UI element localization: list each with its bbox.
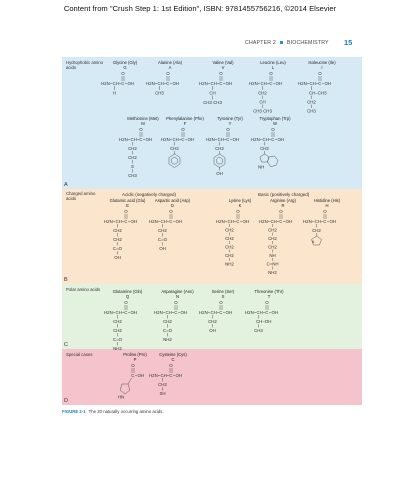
svg-text:O: O <box>265 300 269 305</box>
svg-text:OH: OH <box>158 246 166 251</box>
svg-text:C: C <box>131 373 135 378</box>
svg-text:C: C <box>123 219 127 224</box>
amino-acid-code: T <box>267 294 271 299</box>
svg-text:H2N: H2N <box>101 81 110 86</box>
svg-text:CH: CH <box>112 81 119 86</box>
svg-text:O: O <box>139 127 143 132</box>
svg-text:CH2: CH2 <box>225 236 234 241</box>
svg-text:H2N: H2N <box>161 137 170 142</box>
svg-text:CH2: CH2 <box>162 319 172 324</box>
serine-structure <box>198 299 248 337</box>
chapter-label: CHAPTER 2 <box>245 40 276 46</box>
svg-text:H2N: H2N <box>103 310 113 315</box>
svg-text:O: O <box>121 71 125 76</box>
svg-text:C: C <box>169 373 173 378</box>
svg-text:C: C <box>123 310 127 315</box>
svg-text:NH2: NH2 <box>162 337 172 342</box>
amino-acid-name: Asparagine (Asn) <box>161 289 194 294</box>
figure-caption <box>62 409 164 414</box>
amino-acid-code: K <box>238 203 242 208</box>
amino-acid-name: Valine (Val) <box>212 60 234 65</box>
alanine-structure <box>145 70 195 98</box>
amino-acid-name: Arginine (Arg) <box>270 198 296 203</box>
svg-text:CH: CH <box>115 310 122 315</box>
histidine-structure <box>302 208 352 254</box>
svg-text:C=O: C=O <box>112 246 122 251</box>
svg-text:NH2: NH2 <box>225 261 234 267</box>
svg-text:CH: CH <box>115 219 122 224</box>
svg-text:CH: CH <box>259 99 266 105</box>
svg-text:C=O: C=O <box>157 237 167 242</box>
amino-acid-name: Isoleucine (Ile) <box>308 60 336 65</box>
svg-text:H2N: H2N <box>303 219 312 224</box>
svg-text:CH2: CH2 <box>258 90 267 96</box>
svg-text:CH: CH <box>160 373 167 378</box>
amino-acid-code: G <box>123 65 127 70</box>
amino-acid-cysteine <box>148 352 198 400</box>
svg-text:OH: OH <box>275 81 283 86</box>
svg-text:C: C <box>168 219 172 224</box>
svg-text:H2N: H2N <box>199 310 208 315</box>
svg-text:CH2: CH2 <box>260 146 269 151</box>
amino-acid-tryptophan <box>250 116 300 178</box>
valine-structure <box>198 70 248 110</box>
svg-text:C: C <box>226 137 230 142</box>
svg-text:C: C <box>139 137 143 142</box>
svg-text:CH: CH <box>217 137 224 142</box>
svg-text:OH: OH <box>209 328 216 333</box>
amino-acid-name: Tyrosine (Tyr) <box>217 116 243 121</box>
svg-text:O: O <box>168 209 173 214</box>
amino-acid-code: V <box>221 65 225 70</box>
amino-acid-name: Tryptophan (Trp) <box>259 116 291 121</box>
section-label: BIOCHEMISTRY <box>286 40 329 46</box>
page-number: 15 <box>344 38 353 47</box>
amino-acid-valine <box>198 60 248 110</box>
svg-text:H2N: H2N <box>206 137 215 142</box>
svg-text:CH: CH <box>160 219 167 224</box>
leucine-structure <box>248 70 298 116</box>
svg-text:CH: CH <box>270 219 277 224</box>
panel-letter: A <box>64 182 68 188</box>
svg-text:C: C <box>265 310 269 315</box>
svg-text:NH2: NH2 <box>268 270 277 275</box>
amino-acid-arginine <box>258 198 308 280</box>
amino-acid-code: D <box>170 203 175 208</box>
svg-text:CH3 CH3: CH3 CH3 <box>203 100 222 105</box>
svg-text:CH: CH <box>165 310 172 315</box>
svg-text:H2N: H2N <box>103 219 113 224</box>
svg-text:H2N: H2N <box>149 373 158 378</box>
svg-text:OH: OH <box>216 171 223 176</box>
panel-title: Hydrophobic amino acids <box>66 60 104 70</box>
asparagine-structure <box>153 299 203 345</box>
amino-acid-asparagine <box>150 289 205 345</box>
svg-text:NH: NH <box>269 253 276 258</box>
panel-title: Special cases <box>66 352 93 357</box>
amino-acid-threonine <box>244 289 294 337</box>
svg-text:OH: OH <box>277 137 285 142</box>
svg-text:O: O <box>219 71 223 76</box>
svg-text:C: C <box>318 81 322 86</box>
threonine-structure <box>244 299 294 337</box>
amino-acid-code: E <box>126 203 129 208</box>
amino-acid-name: Glycine (Gly) <box>112 60 138 65</box>
amino-acid-name: Serine (Ser) <box>211 289 235 294</box>
amino-acid-code: L <box>271 65 275 70</box>
svg-text:O: O <box>279 209 283 214</box>
svg-text:OH: OH <box>242 219 250 224</box>
svg-text:OH: OH <box>232 137 240 142</box>
amino-acid-code: R <box>281 203 285 208</box>
svg-text:CH2: CH2 <box>112 328 122 333</box>
amino-acid-name: Alanine (Ala) <box>158 60 182 65</box>
panel-title: Polar amino acids <box>66 287 101 292</box>
amino-acid-aspartic-acid <box>145 198 200 256</box>
svg-text:O: O <box>236 209 240 214</box>
svg-text:O: O <box>169 363 173 368</box>
amino-acid-code: P <box>133 357 137 362</box>
svg-text:CH: CH <box>172 137 179 142</box>
svg-text:H2N: H2N <box>199 81 208 86</box>
svg-text:H2N: H2N <box>259 219 268 224</box>
svg-text:H: H <box>112 90 117 96</box>
svg-text:NH2: NH2 <box>112 346 122 351</box>
svg-text:OH: OH <box>127 81 135 86</box>
svg-text:H2N: H2N <box>251 137 260 142</box>
amino-acid-code: N <box>175 294 180 299</box>
svg-text:OH: OH <box>180 310 187 315</box>
svg-text:H2N: H2N <box>148 219 158 224</box>
benzene-ring-icon <box>169 154 180 168</box>
svg-text:CH2: CH2 <box>208 319 217 324</box>
svg-text:CH3: CH3 <box>155 90 164 96</box>
indole-ring-icon <box>260 154 269 162</box>
amino-acid-name: Methionine (Met) <box>127 116 159 121</box>
basic-heading: Basic (positively charged) <box>258 192 310 197</box>
svg-text:H2N: H2N <box>216 219 225 224</box>
amino-acid-glutamine <box>100 289 155 354</box>
amino-acid-code: Y <box>228 121 232 126</box>
source-line: Content from "Crush Step 1: 1st Edition", ISBN: 9781455756216, ©2014 Elsevier <box>63 4 337 13</box>
svg-text:CH2: CH2 <box>312 228 321 233</box>
svg-text:O: O <box>219 300 223 305</box>
amino-acid-alanine <box>145 60 195 98</box>
glycine-structure <box>100 70 150 98</box>
svg-text:OH: OH <box>145 137 153 142</box>
svg-text:CH2: CH2 <box>128 155 137 160</box>
amino-acid-code: F <box>183 121 187 126</box>
svg-text:CH3: CH3 <box>254 328 263 333</box>
svg-text:OH: OH <box>137 373 145 378</box>
svg-text:OH: OH <box>130 310 137 315</box>
pyrrolidine-ring-icon <box>120 384 130 394</box>
svg-text:CH2: CH2 <box>170 146 179 151</box>
amino-acid-histidine <box>302 198 352 254</box>
svg-text:CH: CH <box>209 90 216 96</box>
svg-text:O: O <box>131 363 135 368</box>
svg-text:OH: OH <box>285 219 293 224</box>
amino-acid-name: Glutamine (Gln) <box>112 289 143 294</box>
amino-acid-code: A <box>168 65 172 70</box>
amino-acid-name: Threonine (Thr) <box>254 289 284 294</box>
svg-text:C: C <box>323 219 327 224</box>
acidic-heading: Acidic (negatively charged) <box>122 192 177 197</box>
amino-acid-name: Glutamic acid (Glu) <box>109 198 146 203</box>
amino-acid-name: Phenylalanine (Phe) <box>166 116 204 121</box>
panel-letter: D <box>64 398 68 404</box>
tyrosine-structure <box>205 126 255 182</box>
svg-text:O: O <box>226 127 230 132</box>
square-bullet-icon <box>280 41 283 44</box>
svg-text:CH2: CH2 <box>268 227 277 233</box>
svg-text:C: C <box>219 310 223 315</box>
panel-special <box>62 349 362 405</box>
amino-acid-code: W <box>273 121 277 126</box>
svg-text:CH: CH <box>210 81 217 86</box>
svg-text:C=NH: C=NH <box>266 261 279 267</box>
svg-text:HN: HN <box>118 394 125 400</box>
svg-text:C: C <box>269 81 273 86</box>
svg-text:O: O <box>269 71 273 76</box>
amino-acid-name: Cysteine (Cys) <box>159 352 187 357</box>
arginine-structure <box>258 208 308 280</box>
svg-text:OH: OH <box>172 81 180 86</box>
svg-text:OH: OH <box>225 310 233 315</box>
amino-acid-code: Q <box>125 294 130 299</box>
svg-text:CH3: CH3 <box>128 173 137 178</box>
svg-text:O: O <box>173 300 178 305</box>
panel-title: Charged amino acids <box>66 191 96 201</box>
glutamine-structure <box>103 299 153 354</box>
svg-text:O: O <box>166 71 170 76</box>
amino-acid-name: Proline (Pro) <box>123 352 147 357</box>
amino-acid-isoleucine <box>297 60 347 116</box>
svg-text:C: C <box>279 219 283 224</box>
panel-letter: B <box>64 277 68 283</box>
svg-text:CH3: CH3 <box>307 108 316 114</box>
svg-text:CH: CH <box>157 81 164 86</box>
svg-text:O: O <box>271 127 275 132</box>
svg-text:CH–CH3: CH–CH3 <box>309 90 327 96</box>
svg-text:OH: OH <box>113 255 121 260</box>
amino-acid-code: I <box>321 65 323 70</box>
svg-text:OH: OH <box>175 219 182 224</box>
amino-acid-code: S <box>221 294 225 299</box>
amino-acid-name: Histidine (His) <box>313 198 341 203</box>
svg-text:C=O: C=O <box>112 337 122 342</box>
svg-text:OH: OH <box>175 373 183 378</box>
isoleucine-structure <box>297 70 347 116</box>
amino-acid-leucine <box>248 60 298 116</box>
amino-acid-name: Leucine (Leu) <box>260 60 286 65</box>
svg-text:CH: CH <box>256 310 263 315</box>
svg-text:CH: CH <box>262 137 269 142</box>
panel-letter: C <box>64 342 68 348</box>
svg-text:CH2: CH2 <box>128 146 137 151</box>
amino-acid-phenylalanine <box>160 116 210 172</box>
svg-text:CH2: CH2 <box>158 382 167 387</box>
cysteine-structure <box>148 362 198 400</box>
svg-text:CH: CH <box>210 310 217 315</box>
svg-text:CH2: CH2 <box>225 244 234 250</box>
svg-text:CH2: CH2 <box>268 244 277 250</box>
svg-text:CH–OH: CH–OH <box>256 319 272 324</box>
svg-text:C=O: C=O <box>162 328 172 333</box>
svg-text:C: C <box>271 137 275 142</box>
svg-text:C: C <box>181 137 185 142</box>
phenylalanine-structure <box>160 126 210 172</box>
svg-text:CH2: CH2 <box>225 227 234 233</box>
amino-acid-tyrosine <box>205 116 255 182</box>
svg-text:S: S <box>131 164 134 169</box>
svg-text:CH2: CH2 <box>112 237 122 242</box>
svg-text:C: C <box>219 81 223 86</box>
svg-text:CH: CH <box>260 81 267 86</box>
svg-text:O: O <box>123 209 128 214</box>
tryptophan-structure <box>250 126 300 178</box>
svg-text:CH2: CH2 <box>112 319 122 324</box>
caption-text: The 20 naturally occurring amino acids. <box>88 409 164 414</box>
svg-text:H2N: H2N <box>249 81 258 86</box>
svg-text:N: N <box>312 240 315 244</box>
svg-text:OH: OH <box>225 81 233 86</box>
amino-acid-serine <box>198 289 248 337</box>
svg-text:O: O <box>123 300 128 305</box>
amino-acid-code: H <box>325 203 329 208</box>
svg-text:C: C <box>166 81 170 86</box>
running-head <box>245 40 329 46</box>
svg-text:O: O <box>323 209 327 214</box>
svg-text:H2N: H2N <box>298 81 307 86</box>
svg-text:CH3 CH3: CH3 CH3 <box>253 108 272 114</box>
svg-text:CH: CH <box>314 219 321 224</box>
svg-text:CH: CH <box>309 81 316 86</box>
svg-text:CH2: CH2 <box>112 228 122 233</box>
phenol-ring-icon <box>214 154 225 168</box>
amino-acid-name: Aspartic acid (Asp) <box>154 198 191 203</box>
svg-text:NH: NH <box>258 164 265 170</box>
svg-text:C: C <box>121 81 125 86</box>
amino-acid-code: C <box>171 357 175 362</box>
svg-text:OH: OH <box>324 81 332 86</box>
figure-label: FIGURE 2-1 <box>62 409 86 414</box>
svg-text:OH: OH <box>271 310 279 315</box>
svg-text:CH2: CH2 <box>215 146 224 151</box>
svg-text:CH2: CH2 <box>225 253 234 258</box>
svg-text:O: O <box>318 71 322 76</box>
svg-text:C: C <box>173 310 177 315</box>
amino-acid-code: M <box>141 121 145 126</box>
svg-text:O: O <box>181 127 185 132</box>
svg-text:H2N: H2N <box>119 137 128 142</box>
aspartic-acid-structure <box>148 208 198 256</box>
svg-text:CH: CH <box>227 219 234 224</box>
svg-text:OH: OH <box>130 219 137 224</box>
svg-text:SH: SH <box>159 391 166 396</box>
svg-text:C: C <box>236 219 240 224</box>
svg-text:OH: OH <box>329 219 337 224</box>
amino-acid-glycine <box>100 60 150 98</box>
svg-text:CH2: CH2 <box>157 228 167 233</box>
svg-text:CH2: CH2 <box>268 236 277 241</box>
svg-text:H2N: H2N <box>245 310 254 315</box>
svg-text:CH2: CH2 <box>307 99 316 105</box>
svg-text:H2N: H2N <box>146 81 155 86</box>
svg-text:CH: CH <box>130 137 137 142</box>
svg-text:H2N: H2N <box>153 310 163 315</box>
svg-text:OH: OH <box>187 137 195 142</box>
amino-acid-name: Lysine (Lys) <box>228 198 252 203</box>
